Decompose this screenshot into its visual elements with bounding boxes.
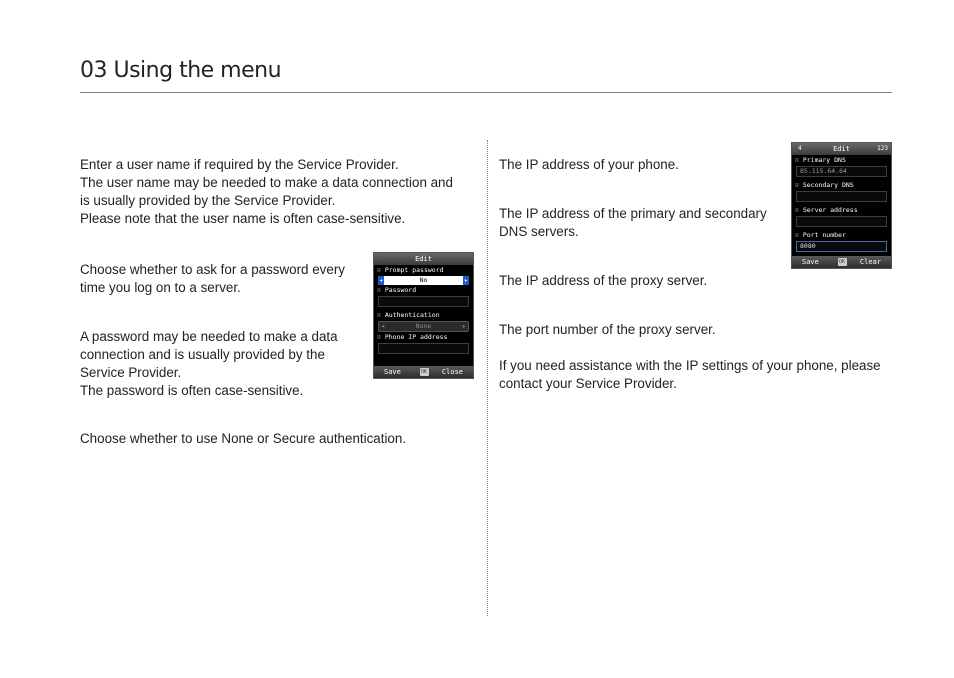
phone-screen-edit-password xyxy=(373,252,474,379)
password-description: A password may be needed to make a data connection and is usually provided by the Service Provider. The password is often case-sensitive. xyxy=(80,329,338,398)
primary-dns-field[interactable]: 85.115.64.64 xyxy=(796,166,887,177)
prompt-password-selector[interactable]: ◂ No ▸ xyxy=(379,276,468,284)
softkey-bar xyxy=(374,366,473,378)
assistance-note: If you need assistance with the IP settings of your phone, please contact your Service Provider. xyxy=(499,358,881,391)
save-softkey[interactable]: Save xyxy=(384,368,401,376)
password-label: ∷ Password xyxy=(377,286,417,294)
dns-description: The IP address of the primary and secondary DNS servers. xyxy=(499,206,767,239)
server-address-field[interactable] xyxy=(796,216,887,227)
port-number-label: ∷ Port number xyxy=(795,231,846,239)
prompt-password-label: ∷ Prompt password xyxy=(377,266,444,274)
clear-softkey[interactable]: Clear xyxy=(859,258,881,266)
proxy-description: The IP address of the proxy server. xyxy=(499,273,708,288)
arrow-right-icon: ▸ xyxy=(462,322,466,330)
secondary-dns-field[interactable] xyxy=(796,191,887,202)
close-softkey[interactable]: Close xyxy=(441,368,463,376)
port-number-field[interactable]: 8080 xyxy=(796,241,887,252)
arrow-right-icon[interactable]: ▸ xyxy=(464,277,468,284)
authentication-description: Choose whether to use None or Secure authentication. xyxy=(80,431,407,446)
username-description: Enter a user name if required by the Service Provider. The user name may be needed to make a data connection and is usually provided by the Service Provider. Please note that the user name is often case-sensitive. xyxy=(80,157,453,226)
arrow-left-icon[interactable]: ◂ xyxy=(379,277,383,284)
phone-ip-field[interactable] xyxy=(378,343,469,354)
secondary-dns-label: ∷ Secondary DNS xyxy=(795,181,854,189)
primary-dns-label: ∷ Primary DNS xyxy=(795,156,846,164)
column-divider xyxy=(487,140,488,616)
title-rule xyxy=(80,92,892,93)
ok-key-icon[interactable]: OK xyxy=(838,259,846,265)
phone-ip-label: ∷ Phone IP address xyxy=(377,333,448,341)
input-mode-indicator: 4 xyxy=(798,145,802,152)
softkey-bar xyxy=(792,256,891,268)
save-softkey[interactable]: Save xyxy=(802,258,819,266)
authentication-dropdown[interactable]: ◂ None ▸ xyxy=(378,321,469,332)
authentication-label: ∷ Authentication xyxy=(377,311,440,319)
page-title: 03 Using the menu xyxy=(80,58,282,83)
password-field[interactable] xyxy=(378,296,469,307)
server-address-label: ∷ Server address xyxy=(795,206,858,214)
port-description: The port number of the proxy server. xyxy=(499,322,716,337)
numeric-mode-indicator: 123 xyxy=(877,145,888,152)
screen-header: Edit xyxy=(374,253,473,265)
screen-header: 4 Edit 123 xyxy=(792,143,891,155)
prompt-password-description: Choose whether to ask for a password every time you log on to a server. xyxy=(80,262,345,295)
ip-address-description: The IP address of your phone. xyxy=(499,157,679,172)
ok-key-icon[interactable]: OK xyxy=(420,369,428,375)
phone-screen-edit-dns xyxy=(791,142,892,269)
arrow-left-icon: ◂ xyxy=(381,322,385,330)
